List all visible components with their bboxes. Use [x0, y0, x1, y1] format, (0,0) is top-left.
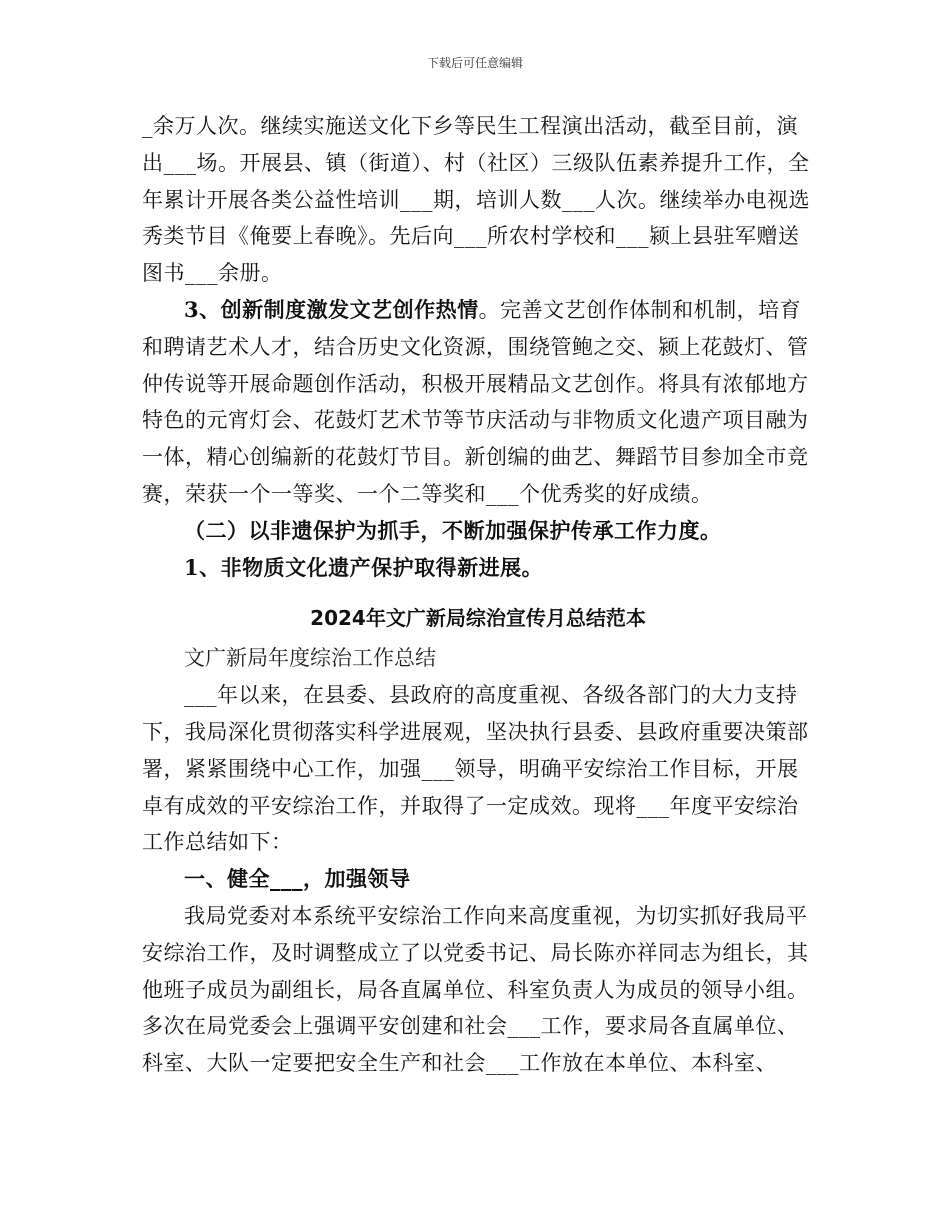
- document-title: 2024年文广新局综治宣传月总结范本: [310, 606, 646, 631]
- paragraph-body: 。完善文艺创作体制和机制，培育和聘请艺术人才，结合历史文化资源，围绕管鲍之交、颍上花鼓灯、管仲传说等开展命题创作活动，积极开展精品文艺创作。将具有浓郁地方特色的元宵灯会、花鼓灯艺术节等节庆活动与非物质文化遗产项目融为一体，精心创编新的花鼓灯节目。新创编的曲艺、舞蹈节目参加全市竞赛，荣获一个一等奖、一个二等奖和___个优秀奖的好成绩。: [142, 297, 809, 506]
- document-body: [142, 108, 814, 1082]
- paragraph-lead-heading: 3、创新制度激发文艺创作热情: [184, 296, 479, 322]
- paragraph-creative-system: [142, 292, 814, 513]
- section-heading-heritage: （二）以非遗保护为抓手，不断加强保护传承工作力度。: [184, 517, 722, 543]
- subsection-heading-heritage-progress: 1、非物质文化遗产保护取得新进展。: [184, 554, 544, 580]
- paragraph-leadership: 我局党委对本系统平安综治工作向来高度重视，为切实抓好我局平安综治工作，及时调整成立了以党委书记、局长陈亦祥同志为组长，其他班子成员为副组长，局各直属单位、科室负责人为成员的领导小组。多次在局党委会上强调平安创建和社会___工作，要求局各直属单位、科室、大队一定要把安全生产和社会___工作放在本单位、本科室、: [142, 903, 809, 1076]
- section-heading-leadership: 一、健全___，加强领导: [184, 866, 411, 892]
- header-note: 下载后可任意编辑: [426, 56, 523, 70]
- paragraph-continuation: _余万人次。继续实施送文化下乡等民生工程演出活动，截至目前，演出___场。开展县、镇（街道）、村（社区）三级队伍素养提升工作，全年累计开展各类公益性培训___期，培训人数___人次。继续举办电视选秀类节目《俺要上春晚》。先后向___所农村学校和___颍上县驻军赠送图书___余册。: [142, 114, 810, 286]
- document-subtitle: 文广新局年度综治工作总结: [184, 646, 436, 671]
- paragraph-intro: ___年以来，在县委、县政府的高度重视、各级各部门的大力支持下，我局深化贯彻落实科学进展观，坚决执行县委、县政府重要决策部署，紧紧围绕中心工作，加强___领导，明确平安综治工作目标，开展卓有成效的平安综治工作，并取得了一定成效。现将___年度平安综治工作总结如下：: [142, 683, 809, 855]
